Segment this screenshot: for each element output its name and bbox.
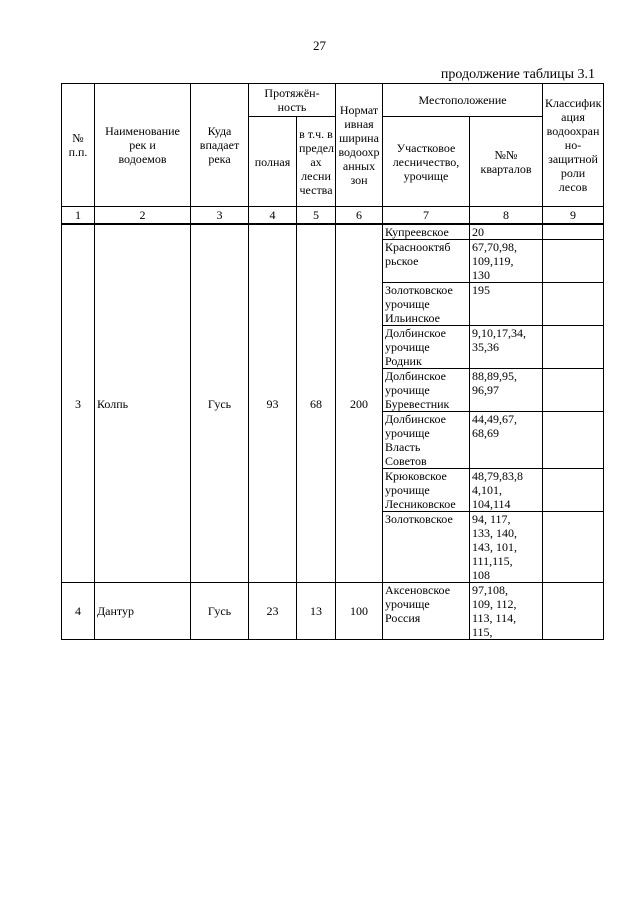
forestry-cell: Долбинское урочище Родник bbox=[383, 326, 470, 369]
column-number: 7 bbox=[383, 207, 470, 225]
header-width: Нормат ивная ширина водоохр анных зон bbox=[336, 84, 383, 207]
quarters-cell: 20 bbox=[470, 224, 543, 240]
column-number: 6 bbox=[336, 207, 383, 225]
quarters-cell: 88,89,95, 96,97 bbox=[470, 369, 543, 412]
row-number: 3 bbox=[62, 224, 95, 583]
row-number: 4 bbox=[62, 583, 95, 640]
header-forestry: Участковое лесничество, урочище bbox=[383, 117, 470, 207]
classification-cell bbox=[543, 583, 604, 640]
quarters-cell: 67,70,98, 109,119, 130 bbox=[470, 240, 543, 283]
table-row bbox=[62, 224, 604, 240]
classification-cell bbox=[543, 412, 604, 469]
header-length: Протяжён- ность bbox=[249, 84, 336, 117]
forestry-cell: Долбинское урочище Буревестник bbox=[383, 369, 470, 412]
column-number: 1 bbox=[62, 207, 95, 225]
river-name: Колпь bbox=[95, 224, 191, 583]
classification-cell bbox=[543, 469, 604, 512]
river-name: Дантур bbox=[95, 583, 191, 640]
flows-into: Гусь bbox=[191, 583, 249, 640]
column-number-row bbox=[62, 207, 604, 225]
column-number: 3 bbox=[191, 207, 249, 225]
header-classification: Классифик ация водоохран но- защитной роли лесов bbox=[543, 84, 604, 207]
page-number: 27 bbox=[313, 38, 326, 53]
header-flows-into: Куда впадает река bbox=[191, 84, 249, 207]
quarters-cell: 94, 117, 133, 140, 143, 101, 111,115, 108 bbox=[470, 512, 543, 583]
forestry-cell: Золотковское урочище Ильинское bbox=[383, 283, 470, 326]
column-number: 5 bbox=[297, 207, 336, 225]
length-forest: 68 bbox=[297, 224, 336, 583]
header-length-forest: в т.ч. в предел ах лесни чества bbox=[297, 117, 336, 207]
classification-cell bbox=[543, 369, 604, 412]
protection-zone-width: 200 bbox=[336, 224, 383, 583]
header-number: № п.п. bbox=[62, 84, 95, 207]
length-full: 93 bbox=[249, 224, 297, 583]
flows-into: Гусь bbox=[191, 224, 249, 583]
table-continuation-label: продолжение таблицы 3.1 bbox=[440, 67, 595, 82]
header-location: Местоположение bbox=[383, 84, 543, 117]
length-full: 23 bbox=[249, 583, 297, 640]
column-number: 9 bbox=[543, 207, 604, 225]
classification-cell bbox=[543, 240, 604, 283]
forestry-cell: Аксеновское урочище Россия bbox=[383, 583, 470, 640]
forestry-cell: Долбинское урочище Власть Советов bbox=[383, 412, 470, 469]
classification-cell bbox=[543, 512, 604, 583]
forestry-cell: Крюковское урочище Лесниковское bbox=[383, 469, 470, 512]
quarters-cell: 48,79,83,8 4,101, 104,114 bbox=[470, 469, 543, 512]
forestry-cell: Краснооктяб рьское bbox=[383, 240, 470, 283]
quarters-cell: 9,10,17,34, 35,36 bbox=[470, 326, 543, 369]
header-name: Наименование рек и водоемов bbox=[95, 84, 191, 207]
column-number: 4 bbox=[249, 207, 297, 225]
forestry-cell: Золотковское bbox=[383, 512, 470, 583]
water-bodies-table bbox=[61, 83, 604, 640]
classification-cell bbox=[543, 283, 604, 326]
quarters-cell: 97,108, 109, 112, 113, 114, 115, bbox=[470, 583, 543, 640]
classification-cell bbox=[543, 224, 604, 240]
forestry-cell: Купреевское bbox=[383, 224, 470, 240]
table-row bbox=[62, 583, 604, 640]
header-length-full: полная bbox=[249, 117, 297, 207]
quarters-cell: 195 bbox=[470, 283, 543, 326]
quarters-cell: 44,49,67, 68,69 bbox=[470, 412, 543, 469]
classification-cell bbox=[543, 326, 604, 369]
header-quarters: №№ кварталов bbox=[470, 117, 543, 207]
column-number: 8 bbox=[470, 207, 543, 225]
length-forest: 13 bbox=[297, 583, 336, 640]
protection-zone-width: 100 bbox=[336, 583, 383, 640]
column-number: 2 bbox=[95, 207, 191, 225]
